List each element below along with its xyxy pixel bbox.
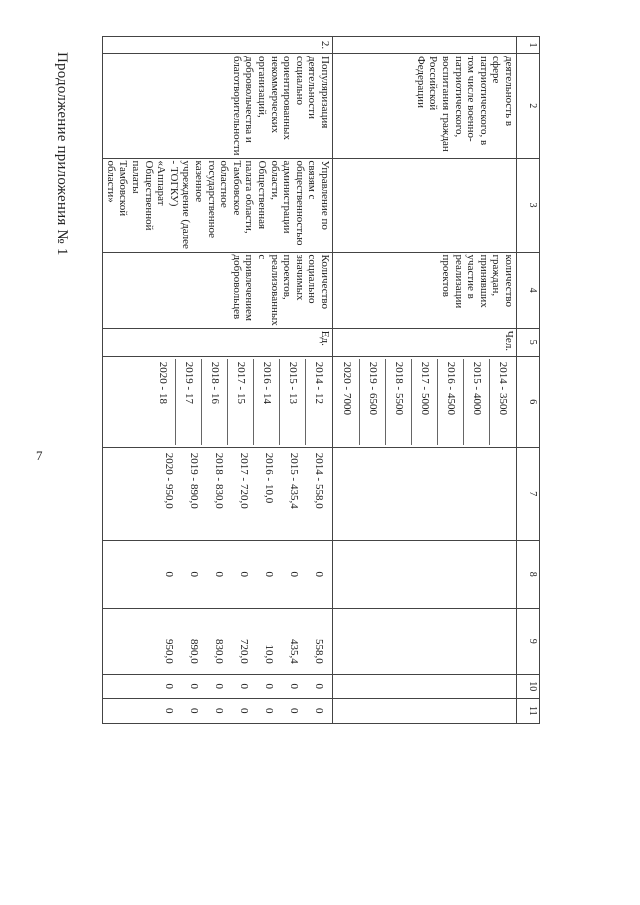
indicator-value: 2015 - 13 — [279, 359, 305, 445]
event-description: деятельность в сфере патриотического, в том числе военно-патриотического, воспитания граждан Российской Федерации — [333, 54, 517, 159]
header-cell: 3 — [517, 158, 540, 252]
funding-value: 435,4 — [288, 639, 300, 664]
program-table — [102, 36, 540, 724]
page-number: 7 — [36, 448, 43, 463]
table-row — [333, 37, 517, 724]
funding-total-value: 2018 - 830,0 — [213, 452, 225, 509]
empty-cell — [333, 608, 517, 674]
header-cell: 9 — [517, 608, 540, 674]
funding-value: 0 — [263, 683, 275, 690]
header-cell: 1 — [517, 37, 540, 54]
executor — [333, 158, 517, 252]
indicator-values — [103, 356, 333, 447]
funding-total-value: 2020 - 950,0 — [163, 452, 175, 509]
indicator-value: 2018 - 5500 — [385, 359, 411, 445]
header-cell: 7 — [517, 447, 540, 540]
funding-col10 — [103, 674, 333, 698]
funding-value: 0 — [213, 708, 225, 714]
funding-value: 830,0 — [213, 639, 225, 664]
indicator-value: 2015 - 4000 — [463, 359, 489, 445]
funding-value: 0 — [213, 683, 225, 690]
indicator-value: 2016 - 4500 — [437, 359, 463, 445]
indicator-value: 2016 - 14 — [253, 359, 279, 445]
table-row — [103, 37, 333, 724]
funding-value: 0 — [238, 683, 250, 690]
indicator-value: 2017 - 15 — [227, 359, 253, 445]
empty-cell — [333, 447, 517, 540]
header-cell: 11 — [517, 698, 540, 723]
unit-cell: Ед. — [103, 328, 333, 356]
empty-cell — [333, 698, 517, 723]
empty-cell — [333, 674, 517, 698]
executor: Управление по связям с общественностью администрации области, Общественная палата области, Тамбовское областное государственное казенное учреждение (далее - ТОГКУ) «Аппарат Общественной палаты Тамбовской области» — [103, 158, 333, 252]
indicator-value: 2019 - 6500 — [359, 359, 385, 445]
funding-value: 0 — [238, 571, 250, 578]
event-description: Популяризация деятельности социально ориентированных некоммерческих организаций, добровольчества и благотворительности — [103, 54, 333, 159]
indicator-name: Количество социально значимых проектов, реализованных с привлечением добровольцев — [103, 252, 333, 328]
funding-value: 0 — [313, 571, 325, 578]
funding-value: 0 — [163, 683, 175, 690]
funding-value: 558,0 — [313, 639, 325, 664]
indicator-values — [333, 356, 517, 447]
indicator-value: 2014 - 3500 — [489, 359, 515, 445]
appendix-title: Продолжение приложения № 1 — [54, 52, 70, 256]
funding-total-value: 2015 - 435,4 — [288, 452, 300, 509]
funding-value: 0 — [263, 708, 275, 714]
funding-value: 0 — [163, 571, 175, 578]
indicator-value: 2020 - 18 — [157, 361, 169, 404]
funding-value: 0 — [213, 571, 225, 578]
funding-value: 0 — [313, 683, 325, 690]
funding-value: 720,0 — [238, 639, 250, 664]
funding-value: 0 — [313, 708, 325, 714]
funding-value: 0 — [163, 708, 175, 714]
funding-value: 10,0 — [263, 644, 275, 664]
funding-value: 0 — [238, 708, 250, 714]
funding-value: 0 — [188, 571, 200, 578]
funding-value: 0 — [288, 708, 300, 714]
header-cell: 2 — [517, 54, 540, 159]
header-cell: 5 — [517, 328, 540, 356]
header-cell: 8 — [517, 540, 540, 608]
header-cell: 10 — [517, 674, 540, 698]
indicator-value: 2018 - 16 — [201, 359, 227, 445]
funding-col11 — [103, 698, 333, 723]
row-number — [333, 37, 517, 54]
indicator-value: 2020 - 7000 — [341, 361, 353, 415]
funding-total — [103, 447, 333, 540]
funding-value: 950,0 — [163, 639, 175, 664]
funding-value: 890,0 — [188, 639, 200, 664]
funding-total-value: 2019 - 890,0 — [188, 452, 200, 509]
funding-total-value: 2017 - 720,0 — [238, 452, 250, 509]
funding-total-value: 2016 - 10,0 — [263, 452, 275, 504]
header-row — [517, 37, 540, 724]
funding-col9 — [103, 608, 333, 674]
funding-value: 0 — [263, 571, 275, 578]
indicator-value: 2014 - 12 — [305, 359, 331, 445]
empty-cell — [333, 540, 517, 608]
row-number: 2. — [103, 37, 333, 54]
indicator-value: 2019 - 17 — [175, 359, 201, 445]
header-cell: 6 — [517, 356, 540, 447]
funding-value: 0 — [288, 683, 300, 690]
funding-value: 0 — [188, 683, 200, 690]
funding-value: 0 — [288, 571, 300, 578]
funding-value: 0 — [188, 708, 200, 714]
funding-col8 — [103, 540, 333, 608]
header-cell: 4 — [517, 252, 540, 328]
indicator-value: 2017 - 5000 — [411, 359, 437, 445]
unit-cell: Чел. — [333, 328, 517, 356]
indicator-name: количество граждан, принявших участие в реализации проектов — [333, 252, 517, 328]
funding-total-value: 2014 - 558,0 — [313, 452, 325, 509]
